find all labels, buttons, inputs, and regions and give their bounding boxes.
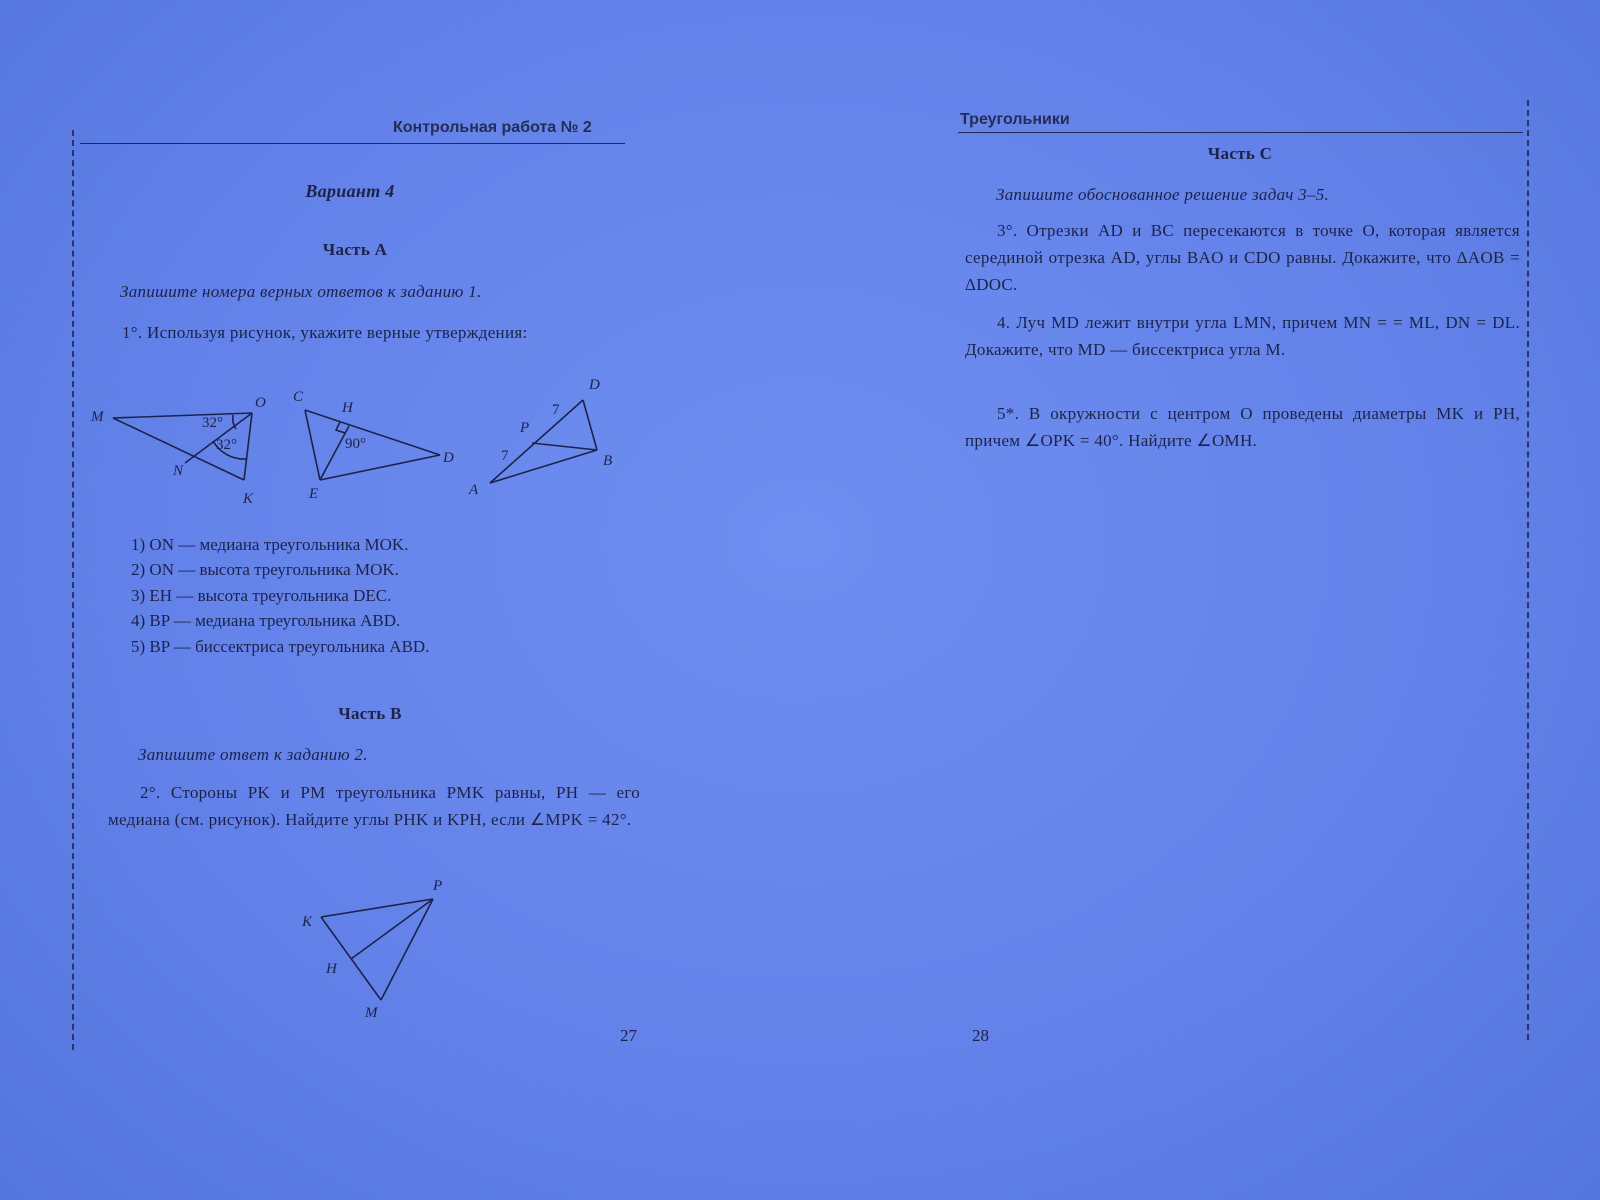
option-3: 3) EH — высота треугольника DEC. [131, 586, 392, 605]
label-c: C [293, 389, 304, 405]
task-3-text: 3°. Отрезки AD и BC пересекаются в точке O, которая является серединой отрезка AD, углы BAO и CDO равны. Докажите, что ΔAOB = ΔDOC. [965, 221, 1520, 294]
figure-triangle-mok [85, 385, 285, 510]
label-p: P [433, 878, 443, 894]
right-cut-line [1527, 100, 1529, 1040]
figure-triangle-abd [465, 375, 640, 500]
part-c-heading: Часть C [1207, 144, 1273, 163]
left-header-rule [80, 143, 625, 144]
task-2-text: 2°. Стороны PK и PM треугольника PMK равны, PH — его медиана (см. рисунок). Найдите углы PHK и KPH, если ∠MPK = 42°. [108, 783, 640, 829]
label-p: P [520, 420, 530, 436]
label-o: O [255, 395, 266, 411]
segment-label-1: 7 [552, 402, 560, 418]
option-2: 2) ON — высота треугольника MOK. [131, 560, 399, 579]
label-h: H [326, 961, 337, 977]
label-k: K [243, 491, 254, 507]
page-number-right: 28 [972, 1026, 989, 1045]
page-number-left: 27 [620, 1026, 637, 1045]
part-a-instruction: Запишите номера верных ответов к заданию 1. [120, 282, 482, 301]
label-a: A [469, 482, 479, 498]
label-h: H [342, 400, 353, 416]
task-5-text: 5*. В окружности с центром O проведены диаметры MK и PH, причем ∠OPK = 40°. Найдите ∠OMH. [965, 404, 1520, 450]
label-m: M [91, 409, 104, 425]
left-running-header: Контрольная работа № 2 [393, 119, 592, 136]
part-c-instruction: Запишите обоснованное решение задач 3–5. [996, 185, 1330, 204]
option-1: 1) ON — медиана треугольника MOK. [131, 535, 409, 554]
label-e: E [309, 486, 319, 502]
label-b: B [603, 453, 613, 469]
right-page [800, 0, 1600, 1200]
option-5: 5) BP — биссектриса треугольника ABD. [131, 637, 430, 656]
label-d: D [589, 377, 600, 393]
label-m: M [365, 1005, 378, 1021]
angle-label-1: 32° [202, 415, 223, 431]
label-n: N [173, 463, 184, 479]
variant-title: Вариант 4 [305, 181, 395, 201]
right-header-rule [958, 132, 1523, 133]
part-b-instruction: Запишите ответ к заданию 2. [138, 745, 368, 764]
left-cut-line [72, 130, 74, 1050]
segment-label-2: 7 [501, 448, 509, 464]
label-k: K [302, 914, 313, 930]
figure-triangle-pmk [295, 875, 465, 1020]
task-1-text: 1°. Используя рисунок, укажите верные утверждения: [122, 323, 528, 342]
angle-label-90: 90° [345, 436, 366, 452]
angle-label-2: 32° [216, 437, 237, 453]
task-4-text: 4. Луч MD лежит внутри угла LMN, причем MN = = ML, DN = DL. Докажите, что MD — биссектриса угла M. [965, 313, 1520, 359]
part-b-heading: Часть B [338, 704, 402, 723]
label-d: D [443, 450, 454, 466]
part-a-heading: Часть A [322, 240, 388, 259]
figure-triangle-dec [285, 385, 465, 510]
right-running-header: Треугольники [960, 111, 1070, 128]
option-4: 4) BP — медиана треугольника ABD. [131, 611, 401, 630]
